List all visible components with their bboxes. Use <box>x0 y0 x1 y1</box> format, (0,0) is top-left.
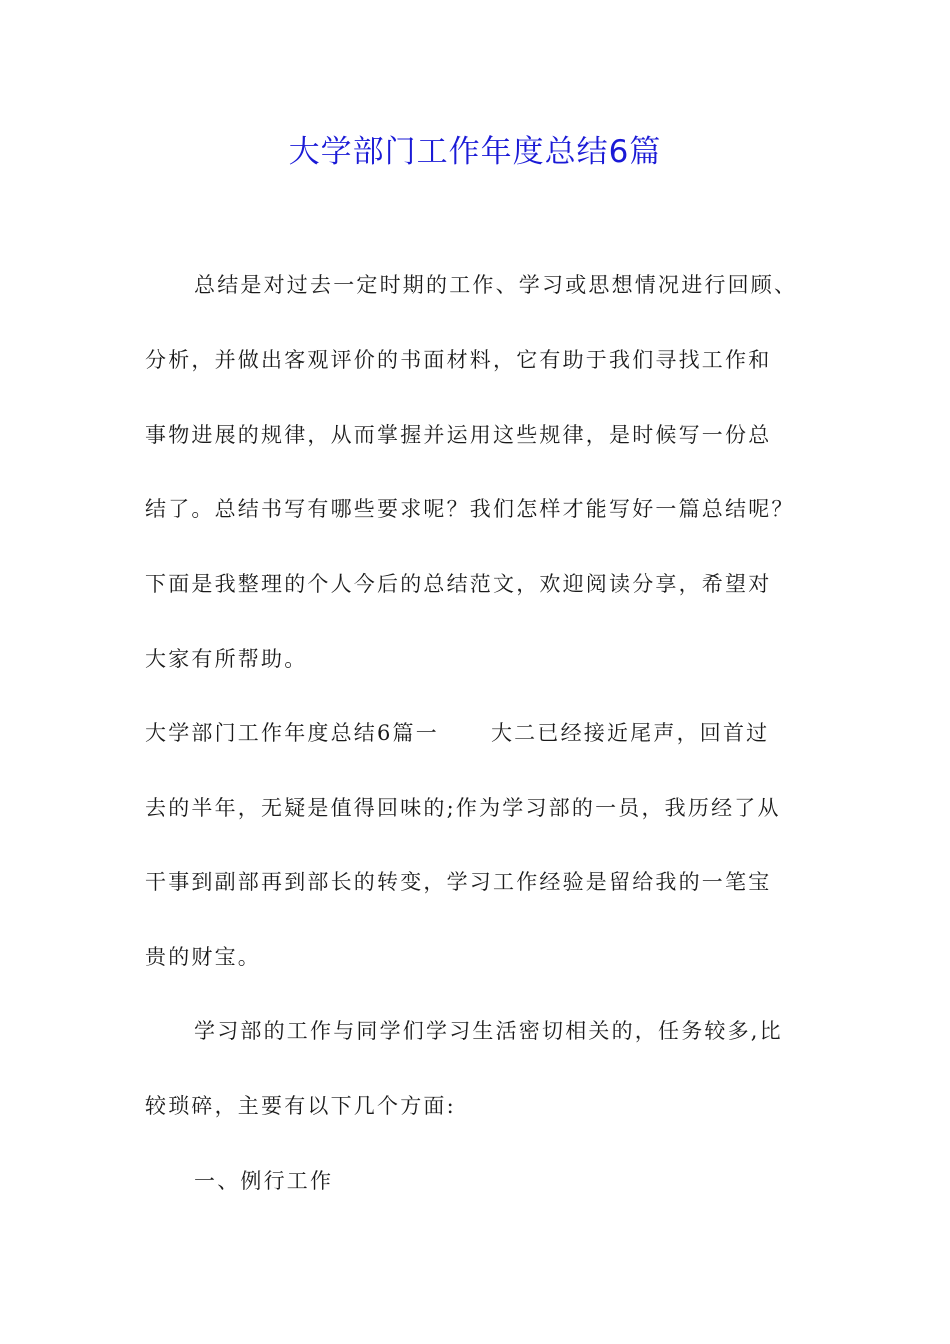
section-heading: 大学部门工作年度总结6篇一 <box>145 721 439 745</box>
paragraph-line: 大家有所帮助。 <box>145 647 308 671</box>
paragraph-line: 事物进展的规律，从而掌握并运用这些规律，是时候写一份总 <box>145 423 772 447</box>
paragraph-line: 总结是对过去一定时期的工作、学习或思想情况进行回顾、 <box>194 273 798 297</box>
paragraph-line: 贵的财宝。 <box>145 945 261 969</box>
document-title: 大学部门工作年度总结6篇 <box>288 134 662 170</box>
paragraph-line: 较琐碎，主要有以下几个方面: <box>145 1094 456 1118</box>
subsection-heading: 一、例行工作 <box>194 1169 334 1193</box>
paragraph-line: 去的半年，无疑是值得回味的;作为学习部的一员，我历经了从 <box>145 796 781 820</box>
paragraph-line: 结了。总结书写有哪些要求呢？我们怎样才能写好一篇总结呢？ <box>145 497 795 521</box>
paragraph-line: 下面是我整理的个人今后的总结范文，欢迎阅读分享，希望对 <box>145 572 772 596</box>
paragraph-line: 干事到副部再到部长的转变，学习工作经验是留给我的一笔宝 <box>145 870 772 894</box>
section-opening-text: 大二已经接近尾声，回首过 <box>490 721 770 745</box>
section-heading-line <box>145 718 825 748</box>
paragraph-line: 分析，并做出客观评价的书面材料，它有助于我们寻找工作和 <box>145 348 772 372</box>
paragraph-line: 学习部的工作与同学们学习生活密切相关的，任务较多,比 <box>194 1019 783 1043</box>
